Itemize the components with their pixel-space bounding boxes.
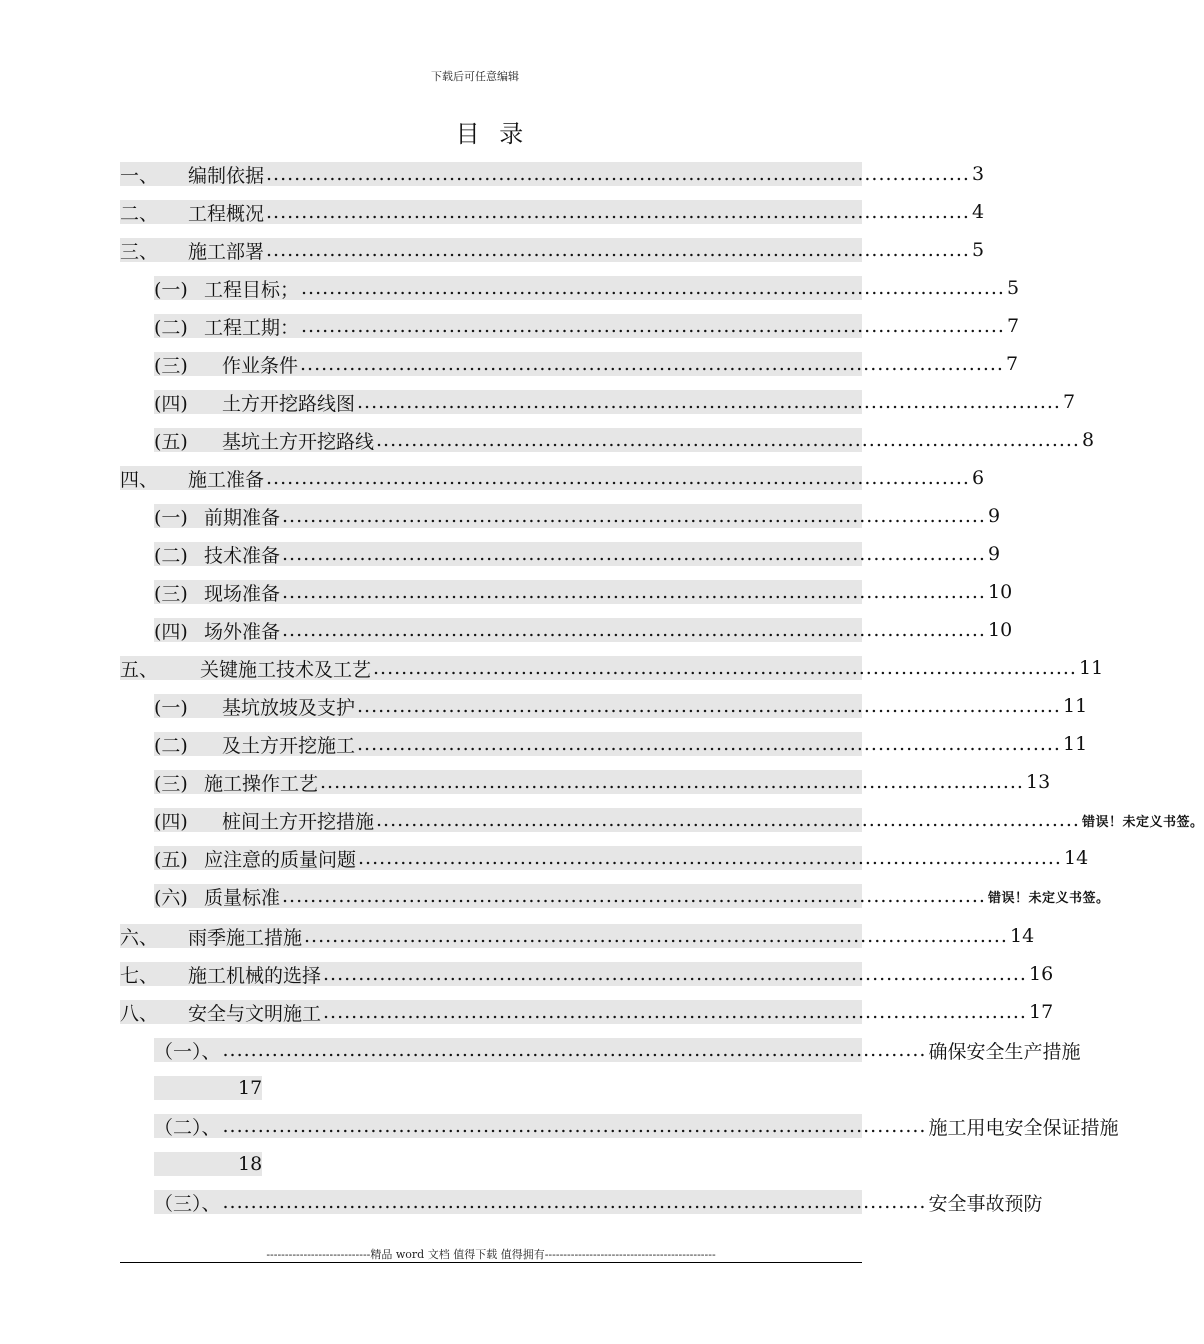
toc-page: 8 — [1081, 429, 1095, 451]
toc-entry[interactable] — [154, 694, 1088, 719]
toc-entry[interactable] — [120, 924, 1035, 949]
toc-leader: .................................................................................................... — [300, 353, 1004, 375]
toc-leader: .................................................................................................... — [323, 963, 1027, 985]
toc-leader: .................................................................................................... — [357, 733, 1061, 755]
toc-page: 14 — [1063, 847, 1089, 869]
toc-page-error: 错误！未定义书签。 — [987, 890, 1110, 906]
toc-entry[interactable] — [154, 1114, 1119, 1139]
toc-entry[interactable] — [154, 314, 1020, 339]
toc-entry[interactable] — [154, 770, 1051, 795]
toc-entry[interactable] — [120, 1000, 1054, 1025]
toc-leader: .................................................................................................... — [301, 315, 1005, 337]
toc-number: (五) — [154, 848, 188, 871]
toc-entry[interactable] — [154, 542, 1001, 567]
toc-leader: .................................................................................................... — [357, 695, 1061, 717]
toc-leader: .................................................................................................... — [373, 657, 1077, 679]
toc-number: (五) — [154, 430, 188, 453]
toc-page-continuation — [154, 1076, 262, 1100]
toc-number: （三）、 — [154, 1192, 221, 1215]
toc-label: 工程概况 — [188, 202, 265, 225]
toc-page: 9 — [987, 505, 1001, 527]
toc-entry[interactable] — [154, 808, 1204, 833]
toc-page: 11 — [1062, 733, 1088, 755]
toc-number: 七、 — [120, 964, 159, 987]
toc-page: 5 — [1006, 277, 1020, 299]
toc-label: 施工部署 — [188, 240, 265, 263]
toc-page: 7 — [1006, 315, 1020, 337]
toc-entry[interactable] — [154, 580, 1013, 605]
toc-page: 16 — [1028, 963, 1054, 985]
toc-leader: .................................................................................................... — [266, 201, 970, 223]
toc-number: 一、 — [120, 164, 159, 187]
toc-number: （二）、 — [154, 1116, 221, 1139]
toc-page: 3 — [971, 163, 985, 185]
toc-leader: .................................................................................................... — [320, 771, 1024, 793]
toc-entry[interactable] — [154, 846, 1089, 871]
header-note: 下载后可任意编辑 — [431, 70, 519, 83]
toc-leader: .................................................................................................... — [222, 1115, 927, 1137]
toc-leader: .................................................................................................... — [222, 1191, 927, 1213]
toc-label: 工程工期： — [204, 316, 300, 339]
toc-label: 工程目标； — [204, 278, 300, 301]
toc-page: 11 — [1062, 695, 1088, 717]
toc-entry[interactable] — [120, 162, 985, 187]
toc-leader: .................................................................................................... — [266, 239, 970, 261]
toc-leader: .................................................................................................... — [323, 1001, 1027, 1023]
toc-page: 7 — [1005, 353, 1019, 375]
toc-page: 10 — [987, 581, 1013, 603]
toc-page-continuation — [154, 1152, 262, 1176]
toc-leader: .................................................................................................... — [266, 163, 970, 185]
toc-label: 前期准备 — [204, 506, 281, 529]
toc-entry[interactable] — [120, 656, 1104, 681]
toc-number: (六) — [154, 886, 188, 909]
toc-leader: .................................................................................................... — [222, 1039, 927, 1061]
toc-leader: .................................................................................................... — [282, 885, 986, 907]
toc-number: (三) — [154, 772, 188, 795]
toc-number: (四) — [154, 810, 188, 833]
toc-page: 14 — [1009, 925, 1035, 947]
footer-note: ----------------------------精品 word 文档 值得下载 值得拥有---------------------------------------------- — [266, 1248, 716, 1261]
footer-rule — [120, 1262, 862, 1263]
toc-leader: .................................................................................................... — [376, 809, 1080, 831]
toc-entry[interactable] — [154, 884, 1110, 909]
toc-number: 三、 — [120, 240, 159, 263]
toc-page: 4 — [971, 201, 985, 223]
toc-page: 9 — [987, 543, 1001, 565]
toc-number: (二) — [154, 544, 188, 567]
toc-label: 雨季施工措施 — [188, 926, 303, 949]
toc-label: 安全事故预防 — [928, 1192, 1043, 1215]
toc-label: 施工机械的选择 — [188, 964, 322, 987]
toc-label: 作业条件 — [222, 354, 299, 377]
toc-label: 施工准备 — [188, 468, 265, 491]
toc-number: 五、 — [120, 658, 159, 681]
toc-label: 及土方开挖施工 — [222, 734, 356, 757]
toc-entry[interactable] — [120, 238, 985, 263]
toc-label: 基坑放坡及支护 — [222, 696, 356, 719]
toc-number: 四、 — [120, 468, 159, 491]
toc-page: 17 — [1028, 1001, 1054, 1023]
toc-leader: .................................................................................................... — [282, 619, 986, 641]
toc-number: (二) — [154, 734, 188, 757]
toc-page: 10 — [987, 619, 1013, 641]
toc-number: 六、 — [120, 926, 159, 949]
toc-number: (二) — [154, 316, 188, 339]
toc-label: 桩间土方开挖措施 — [222, 810, 375, 833]
toc-page-error: 错误！未定义书签。 — [1081, 814, 1204, 830]
toc-entry[interactable] — [120, 200, 985, 225]
toc-entry[interactable] — [154, 1190, 1043, 1215]
toc-label: 施工用电安全保证措施 — [928, 1116, 1119, 1139]
toc-leader: .................................................................................................... — [357, 391, 1061, 413]
toc-label: 质量标准 — [204, 886, 281, 909]
toc-label: 土方开挖路线图 — [222, 392, 356, 415]
toc-page: 17 — [238, 1077, 263, 1099]
toc-entry[interactable] — [120, 962, 1054, 987]
toc-number: (三) — [154, 354, 188, 377]
toc-label: 关键施工技术及工艺 — [200, 658, 372, 681]
toc-label: 安全与文明施工 — [188, 1002, 322, 1025]
toc-label: 场外准备 — [204, 620, 281, 643]
toc-entry[interactable] — [154, 428, 1095, 453]
toc-page: 13 — [1025, 771, 1051, 793]
toc-number: (四) — [154, 620, 188, 643]
toc-label: 现场准备 — [204, 582, 281, 605]
toc-entry[interactable] — [154, 1038, 1081, 1063]
toc-page: 18 — [238, 1153, 263, 1175]
toc-page: 5 — [971, 239, 985, 261]
toc-page: 6 — [971, 467, 985, 489]
toc-label: 施工操作工艺 — [204, 772, 319, 795]
toc-leader: .................................................................................................... — [376, 429, 1080, 451]
toc-label: 基坑土方开挖路线 — [222, 430, 375, 453]
toc-entry[interactable] — [154, 504, 1001, 529]
toc-number: (三) — [154, 582, 188, 605]
toc-entry[interactable] — [154, 732, 1088, 757]
toc-page: 11 — [1078, 657, 1104, 679]
toc-title: 目 录 — [455, 120, 530, 148]
toc-leader: .................................................................................................... — [301, 277, 1005, 299]
toc-leader: .................................................................................................... — [282, 505, 986, 527]
toc-entry[interactable] — [120, 466, 985, 491]
toc-number: (一) — [154, 278, 188, 301]
toc-number: 八、 — [120, 1002, 159, 1025]
toc-leader: .................................................................................................... — [266, 467, 970, 489]
toc-number: (一) — [154, 506, 188, 529]
toc-label: 编制依据 — [188, 164, 265, 187]
toc-page: 7 — [1062, 391, 1076, 413]
toc-number: (一) — [154, 696, 188, 719]
toc-leader: .................................................................................................... — [304, 925, 1008, 947]
toc-number: （一）、 — [154, 1040, 221, 1063]
toc-entry[interactable] — [154, 390, 1076, 415]
toc-entry[interactable] — [154, 276, 1020, 301]
toc-leader: .................................................................................................... — [282, 581, 986, 603]
toc-label: 技术准备 — [204, 544, 281, 567]
toc-leader: .................................................................................................... — [358, 847, 1062, 869]
toc-leader: .................................................................................................... — [282, 543, 986, 565]
toc-label: 应注意的质量问题 — [204, 848, 357, 871]
toc-entry[interactable] — [154, 618, 1013, 643]
toc-number: 二、 — [120, 202, 159, 225]
toc-label: 确保安全生产措施 — [928, 1040, 1081, 1063]
toc-entry[interactable] — [154, 352, 1019, 377]
toc-number: (四) — [154, 392, 188, 415]
